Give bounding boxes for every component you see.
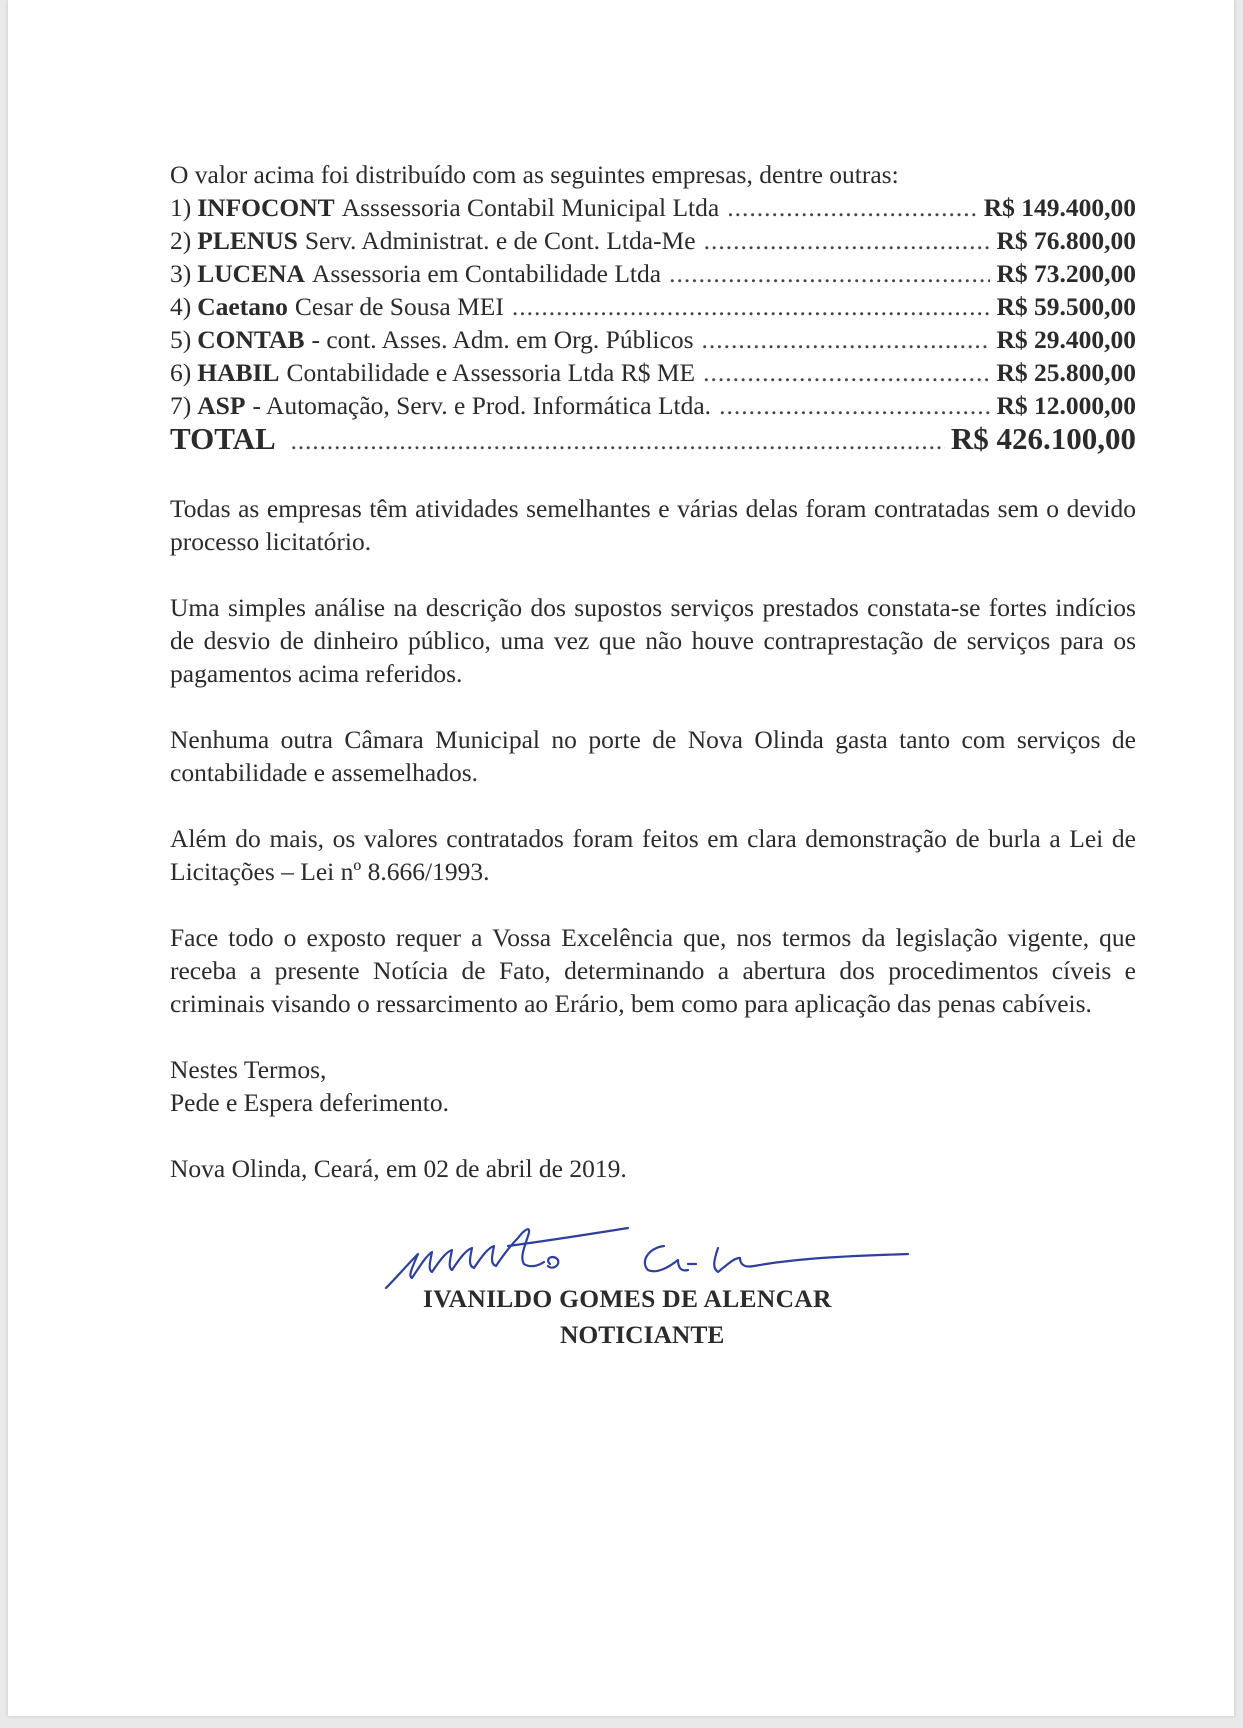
list-item bbox=[170, 257, 1136, 290]
company-name: LUCENA bbox=[197, 259, 305, 288]
closing-block bbox=[170, 1053, 1136, 1119]
company-amount: R$ 25.800,00 bbox=[996, 358, 1136, 387]
total-amount: R$ 426.100,00 bbox=[950, 421, 1136, 456]
item-number: 3) bbox=[170, 259, 192, 288]
company-amount: R$ 149.400,00 bbox=[983, 193, 1136, 222]
list-item bbox=[170, 323, 1136, 356]
document-body bbox=[170, 158, 1136, 1185]
company-amount: R$ 59.500,00 bbox=[996, 292, 1136, 321]
list-item bbox=[170, 191, 1136, 224]
paragraph: Face todo o exposto requer a Vossa Excelência que, nos termos da legislação vigente, que receba a presente Notícia de Fato, determinando a abertura dos procedimentos cíveis e criminais visando o ressarcimento ao Erário, bem como para aplicação das penas cabíveis. bbox=[170, 923, 1136, 1018]
list-item bbox=[170, 224, 1136, 257]
place-date: Nova Olinda, Ceará, em 02 de abril de 2019. bbox=[170, 1154, 627, 1183]
item-number: 6) bbox=[170, 358, 192, 387]
leader-dots bbox=[291, 425, 945, 458]
company-list bbox=[170, 191, 1136, 460]
company-amount: R$ 29.400,00 bbox=[996, 325, 1136, 354]
paragraph: Nenhuma outra Câmara Municipal no porte de Nova Olinda gasta tanto com serviços de contabilidade e assemelhados. bbox=[170, 725, 1136, 787]
company-name: PLENUS bbox=[197, 226, 298, 255]
signature-block bbox=[378, 1218, 998, 1358]
item-number: 5) bbox=[170, 325, 192, 354]
company-description: Contabilidade e Assessoria Ltda R$ ME bbox=[286, 358, 696, 387]
company-description: - cont. Asses. Adm. em Org. Públicos bbox=[311, 325, 694, 354]
leader-dots bbox=[704, 224, 991, 257]
document-page bbox=[8, 0, 1234, 1716]
item-number: 4) bbox=[170, 292, 192, 321]
company-amount: R$ 12.000,00 bbox=[996, 391, 1136, 420]
total-label: TOTAL bbox=[170, 421, 276, 456]
item-number: 1) bbox=[170, 193, 192, 222]
company-name: CONTAB bbox=[197, 325, 305, 354]
item-number: 2) bbox=[170, 226, 192, 255]
company-description: Cesar de Sousa MEI bbox=[294, 292, 504, 321]
leader-dots bbox=[727, 191, 978, 224]
item-number: 7) bbox=[170, 391, 192, 420]
company-name: INFOCONT bbox=[197, 193, 335, 222]
leader-dots bbox=[512, 290, 991, 323]
list-item bbox=[170, 389, 1136, 422]
closing-line: Nestes Termos, bbox=[170, 1055, 327, 1084]
company-amount: R$ 73.200,00 bbox=[996, 259, 1136, 288]
company-description: Assessoria em Contabilidade Ltda bbox=[311, 259, 662, 288]
paragraph: Uma simples análise na descrição dos supostos serviços prestados constata-se fortes indícios de desvio de dinheiro público, uma vez que não houve contraprestação de serviços para os pagamentos acima referidos. bbox=[170, 593, 1136, 688]
company-name: ASP bbox=[197, 391, 246, 420]
leader-dots bbox=[719, 389, 990, 422]
list-item bbox=[170, 290, 1136, 323]
company-description: Serv. Administrat. e de Cont. Ltda-Me bbox=[304, 226, 696, 255]
list-item bbox=[170, 356, 1136, 389]
leader-dots bbox=[669, 257, 990, 290]
total-row bbox=[170, 422, 1136, 460]
leader-dots bbox=[703, 356, 990, 389]
company-amount: R$ 76.800,00 bbox=[996, 226, 1136, 255]
signer-role: NOTICIANTE bbox=[560, 1320, 725, 1349]
company-name: HABIL bbox=[197, 358, 280, 387]
intro-text: O valor acima foi distribuído com as seguintes empresas, dentre outras: bbox=[170, 160, 899, 189]
signer-name: IVANILDO GOMES DE ALENCAR bbox=[423, 1284, 832, 1313]
company-name: Caetano bbox=[197, 292, 288, 321]
paragraph: Todas as empresas têm atividades semelhantes e várias delas foram contratadas sem o devido processo licitatório. bbox=[170, 494, 1136, 556]
paragraph: Além do mais, os valores contratados foram feitos em clara demonstração de burla a Lei de Licitações – Lei nº 8.666/1993. bbox=[170, 824, 1136, 886]
company-description: - Automação, Serv. e Prod. Informática Ltda. bbox=[252, 391, 712, 420]
company-description: Asssessoria Contabil Municipal Ltda bbox=[341, 193, 720, 222]
leader-dots bbox=[702, 323, 991, 356]
closing-line: Pede e Espera deferimento. bbox=[170, 1088, 449, 1117]
